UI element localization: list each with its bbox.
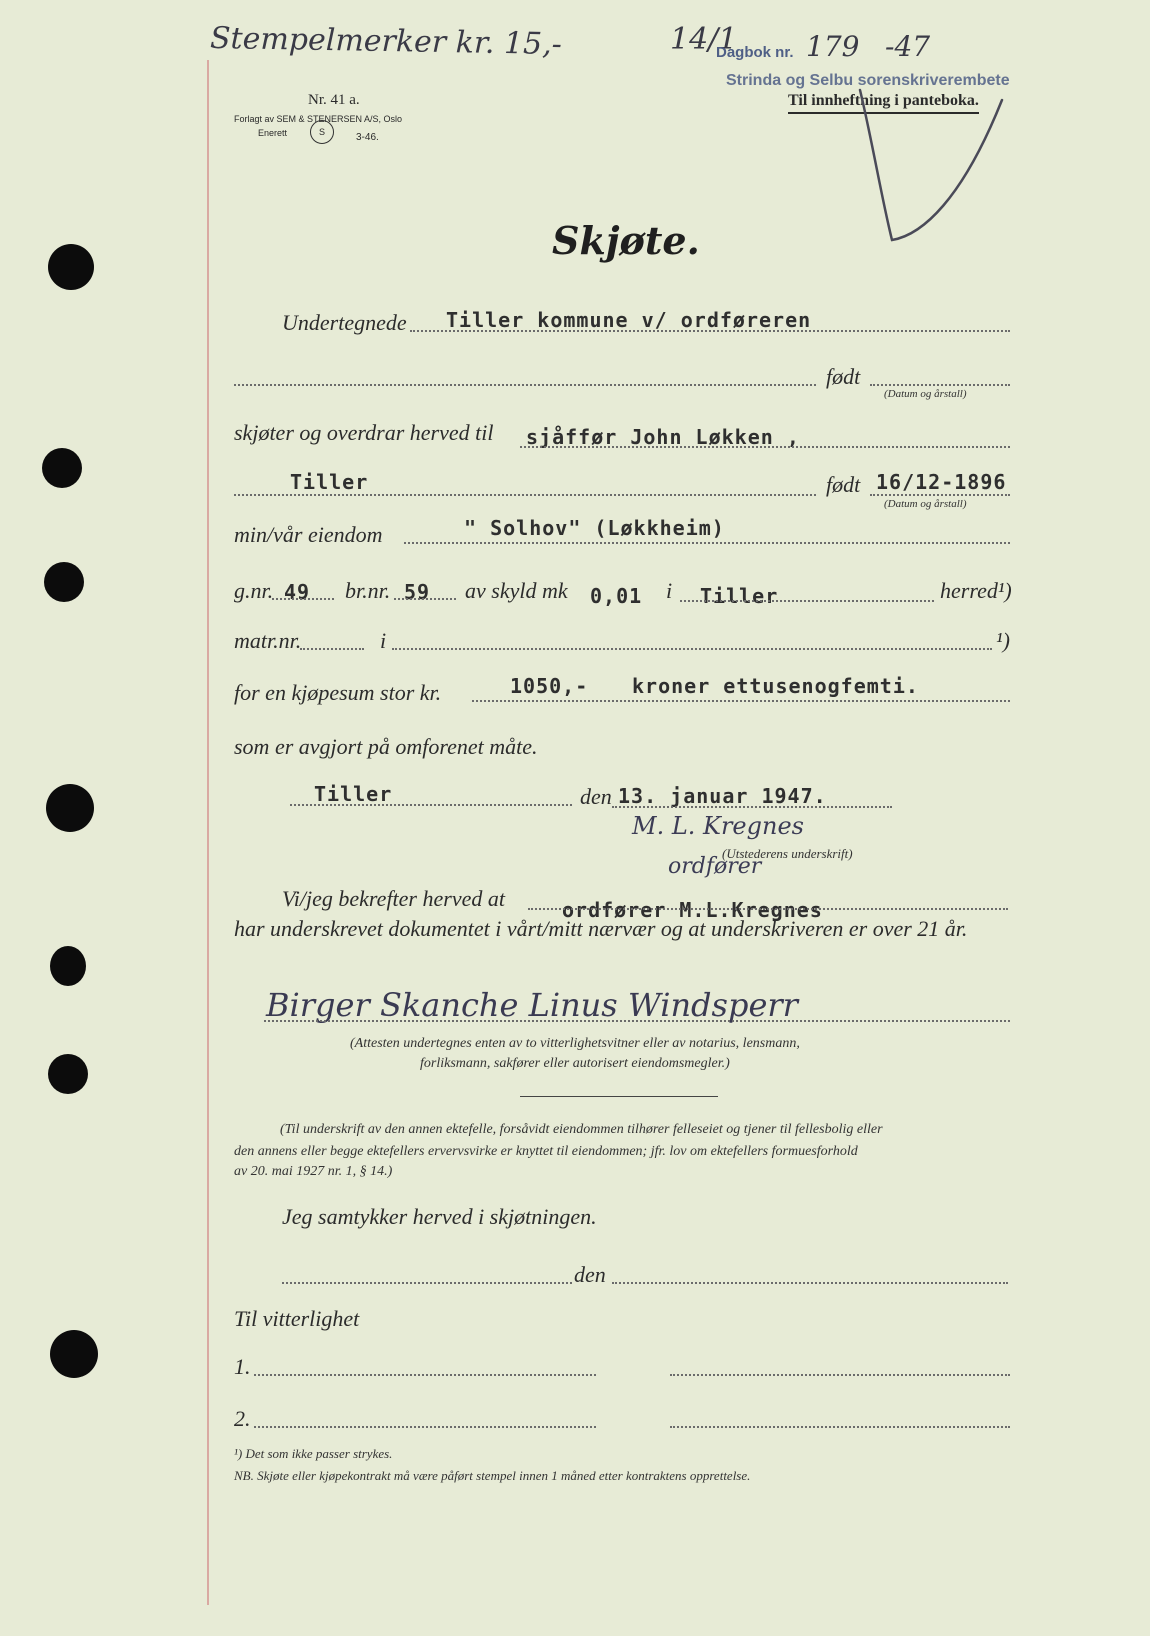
- punch-hole: [50, 1330, 98, 1378]
- witness-2-label: 2.: [234, 1406, 251, 1431]
- skjoter-label: skjøter og overdrar herved til: [234, 420, 494, 445]
- issuer-title: ordfører: [668, 854, 762, 879]
- place-value: Tiller: [314, 782, 393, 806]
- punch-hole: [44, 562, 84, 602]
- journal-prefix: Dagbok nr.: [716, 44, 794, 61]
- gnr-value: 49: [284, 580, 311, 604]
- kjopesum-words: kroner ettusenogfemti.: [632, 674, 919, 698]
- fodt-label-2: født: [826, 472, 861, 497]
- punch-hole: [48, 1054, 88, 1094]
- publisher-date: 3-46.: [356, 132, 379, 143]
- spouse-note-2: den annens eller begge ektefellers ervervsvirke er knyttet til eiendommen; jfr. lov om ektefellers formuesforhold: [234, 1144, 858, 1159]
- eiendom-label: min/vår eiendom: [234, 522, 383, 547]
- publisher-logo: S: [310, 120, 334, 144]
- skyld-label: av skyld mk: [465, 578, 568, 603]
- bekrefter-text: har underskrevet dokumentet i vårt/mitt nærvær og at underskriveren er over 21 år.: [234, 916, 968, 941]
- issuer-signature: M. L. Kregnes: [632, 812, 804, 840]
- form-number: Nr. 41 a.: [308, 92, 360, 108]
- stamp-duty-note: Stempelmerker kr. 15,-: [209, 20, 563, 63]
- eiendom-value: " Solhov" (Løkkheim): [464, 516, 725, 540]
- margin-line: [207, 60, 209, 1605]
- kjopesum-value: 1050,-: [510, 674, 589, 698]
- punch-hole: [48, 244, 94, 290]
- buyer-birth: 16/12-1896: [876, 470, 1007, 494]
- skyld-value: 0,01: [590, 584, 643, 608]
- divider: [520, 1096, 718, 1097]
- vitterlighet-label: Til vitterlighet: [234, 1306, 360, 1331]
- matr-i-label: i: [380, 628, 387, 653]
- received-date: 14/1: [670, 22, 738, 57]
- footnote-1: ¹) Det som ikke passer strykes.: [234, 1446, 393, 1461]
- datum-hint-1: (Datum og årstall): [884, 388, 967, 400]
- avgjort-text: som er avgjort på omforenet måte.: [234, 734, 538, 759]
- publisher-enerett: Enerett: [258, 128, 288, 138]
- bnr-label: br.nr.: [345, 578, 391, 603]
- spouse-note-3: av 20. mai 1927 nr. 1, § 14.): [234, 1164, 393, 1179]
- office-stamp: Strinda og Selbu sorenskriverembete: [726, 72, 1010, 89]
- herred-value: Tiller: [700, 584, 779, 608]
- undertegnede-label: Undertegnede: [282, 310, 407, 335]
- i-label: i: [666, 578, 673, 603]
- footnote-2: NB. Skjøte eller kjøpekontrakt må være påført stempel innen 1 måned etter kontraktens opprettelse.: [234, 1468, 751, 1483]
- document-title: Skjøte.: [552, 218, 700, 263]
- den-label-2: den: [574, 1262, 606, 1287]
- bnr-value: 59: [404, 580, 431, 604]
- den-label: den: [580, 784, 612, 809]
- witness-signatures: Birger Skanche Linus Windsperr: [266, 986, 798, 1024]
- journal-year: -47: [885, 30, 931, 63]
- witness-1-label: 1.: [234, 1354, 251, 1379]
- herred-label: herred¹): [940, 578, 1012, 603]
- utsteder-hint: (Utstederens underskrift): [722, 846, 853, 861]
- punch-hole: [50, 946, 86, 986]
- bekrefter-label: Vi/jeg bekrefter herved at: [282, 886, 505, 911]
- journal-number: 179: [806, 30, 860, 63]
- check-mark: [852, 80, 1012, 250]
- gnr-label: g.nr.: [234, 578, 274, 603]
- fodt-label-1: født: [826, 364, 861, 389]
- publisher-line: Forlagt av SEM & STENERSEN A/S, Oslo: [234, 114, 403, 124]
- office-stamp-sub: Til innheftning i panteboka.: [788, 92, 979, 114]
- buyer-name: sjåffør John Løkken ,: [526, 425, 800, 449]
- attest-note-1: (Attesten undertegnes enten av to vitterlighetsvitner eller av notarius, lensmann,: [350, 1036, 800, 1051]
- kjopesum-label: for en kjøpesum stor kr.: [234, 680, 442, 705]
- buyer-place: Tiller: [290, 470, 369, 494]
- spouse-note-1: (Til underskrift av den annen ektefelle, forsåvidt eiendommen tilhører felleseiet og tjener til fellesbolig eller: [280, 1122, 883, 1137]
- datum-hint-2: (Datum og årstall): [884, 498, 967, 510]
- bekrefter-value: ordfører M.L.Kregnes: [562, 898, 823, 922]
- matr-label: matr.nr.: [234, 628, 302, 653]
- undertegnede-value: Tiller kommune v/ ordføreren: [446, 308, 812, 332]
- punch-hole: [42, 448, 82, 488]
- matr-end: ¹): [996, 628, 1010, 653]
- date-value: 13. januar 1947.: [618, 784, 827, 808]
- attest-note-2: forliksmann, sakfører eller autorisert eiendomsmegler.): [420, 1056, 730, 1071]
- punch-hole: [46, 784, 94, 832]
- samtykker-text: Jeg samtykker herved i skjøtningen.: [282, 1204, 597, 1229]
